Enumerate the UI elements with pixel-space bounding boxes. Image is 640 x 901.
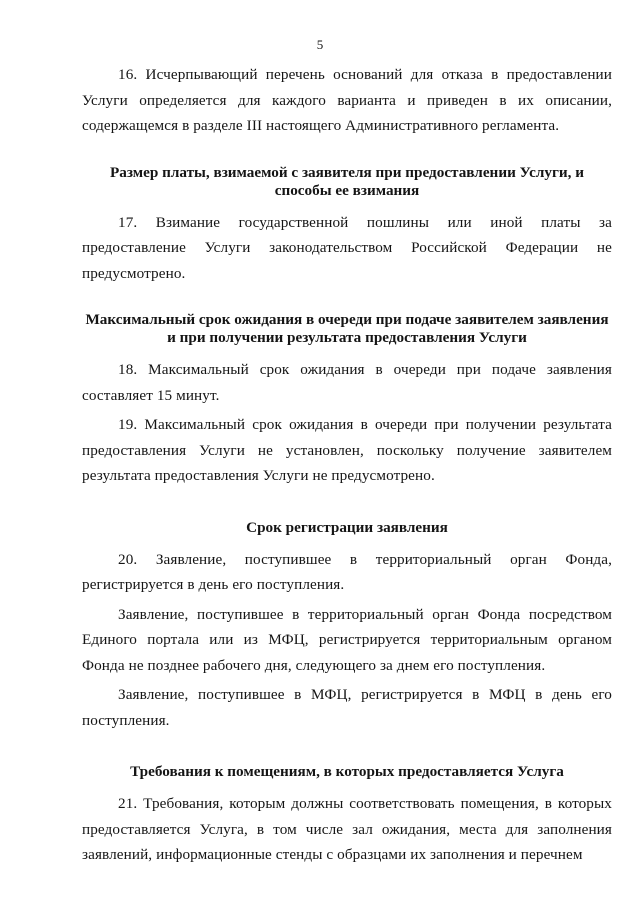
paragraph-20: 20. Заявление, поступившее в территориальный орган Фонда, регистрируется в день его поступления. bbox=[82, 550, 612, 593]
heading-premises: Требования к помещениям, в которых предоставляется Услуга bbox=[130, 763, 564, 780]
page-number: 5 bbox=[316, 37, 324, 52]
paragraph-17: 17. Взимание государственной пошлины или иной платы за предоставление Услуги законодательством Российской Федерации не предусмотрено. bbox=[82, 213, 612, 282]
paragraph-20-portal: Заявление, поступившее в территориальный орган Фонда посредством Единого портала или из МФЦ, регистрируется территориальным органом Фонда не позднее рабочего дня, следующего за днем его поступления. bbox=[82, 605, 612, 674]
paragraph-18: 18. Максимальный срок ожидания в очереди при подаче заявления составляет 15 минут. bbox=[82, 361, 612, 404]
paragraph-16: 16. Исчерпывающий перечень оснований для отказа в предоставлении Услуги определяется для каждого варианта и приведен в их описании, содержащемся в разделе III настоящего Административного регламента. bbox=[82, 66, 612, 134]
paragraph-20-mfc: Заявление, поступившее в МФЦ, регистрируется в МФЦ в день его поступления. bbox=[82, 686, 612, 729]
heading-queue: Максимальный срок ожидания в очереди при подаче заявителем заявления и при получении результата предоставления Услуги bbox=[85, 311, 609, 346]
paragraph-19: 19. Максимальный срок ожидания в очереди при получении результата предоставления Услуги не установлен, поскольку получение заявителем результата предоставления Услуги не предусмотрено. bbox=[82, 416, 612, 484]
heading-registration: Срок регистрации заявления bbox=[246, 518, 448, 536]
document-body bbox=[82, 62, 612, 872]
heading-fee: Размер платы, взимаемой с заявителя при предоставлении Услуги, и способы ее взимания bbox=[110, 163, 584, 199]
paragraph-21: 21. Требования, которым должны соответствовать помещения, в которых предоставляется Услуга, в том числе зал ожидания, места для заполнения заявлений, информационные стенды с образцами их заполнения и перечнем bbox=[82, 795, 612, 863]
